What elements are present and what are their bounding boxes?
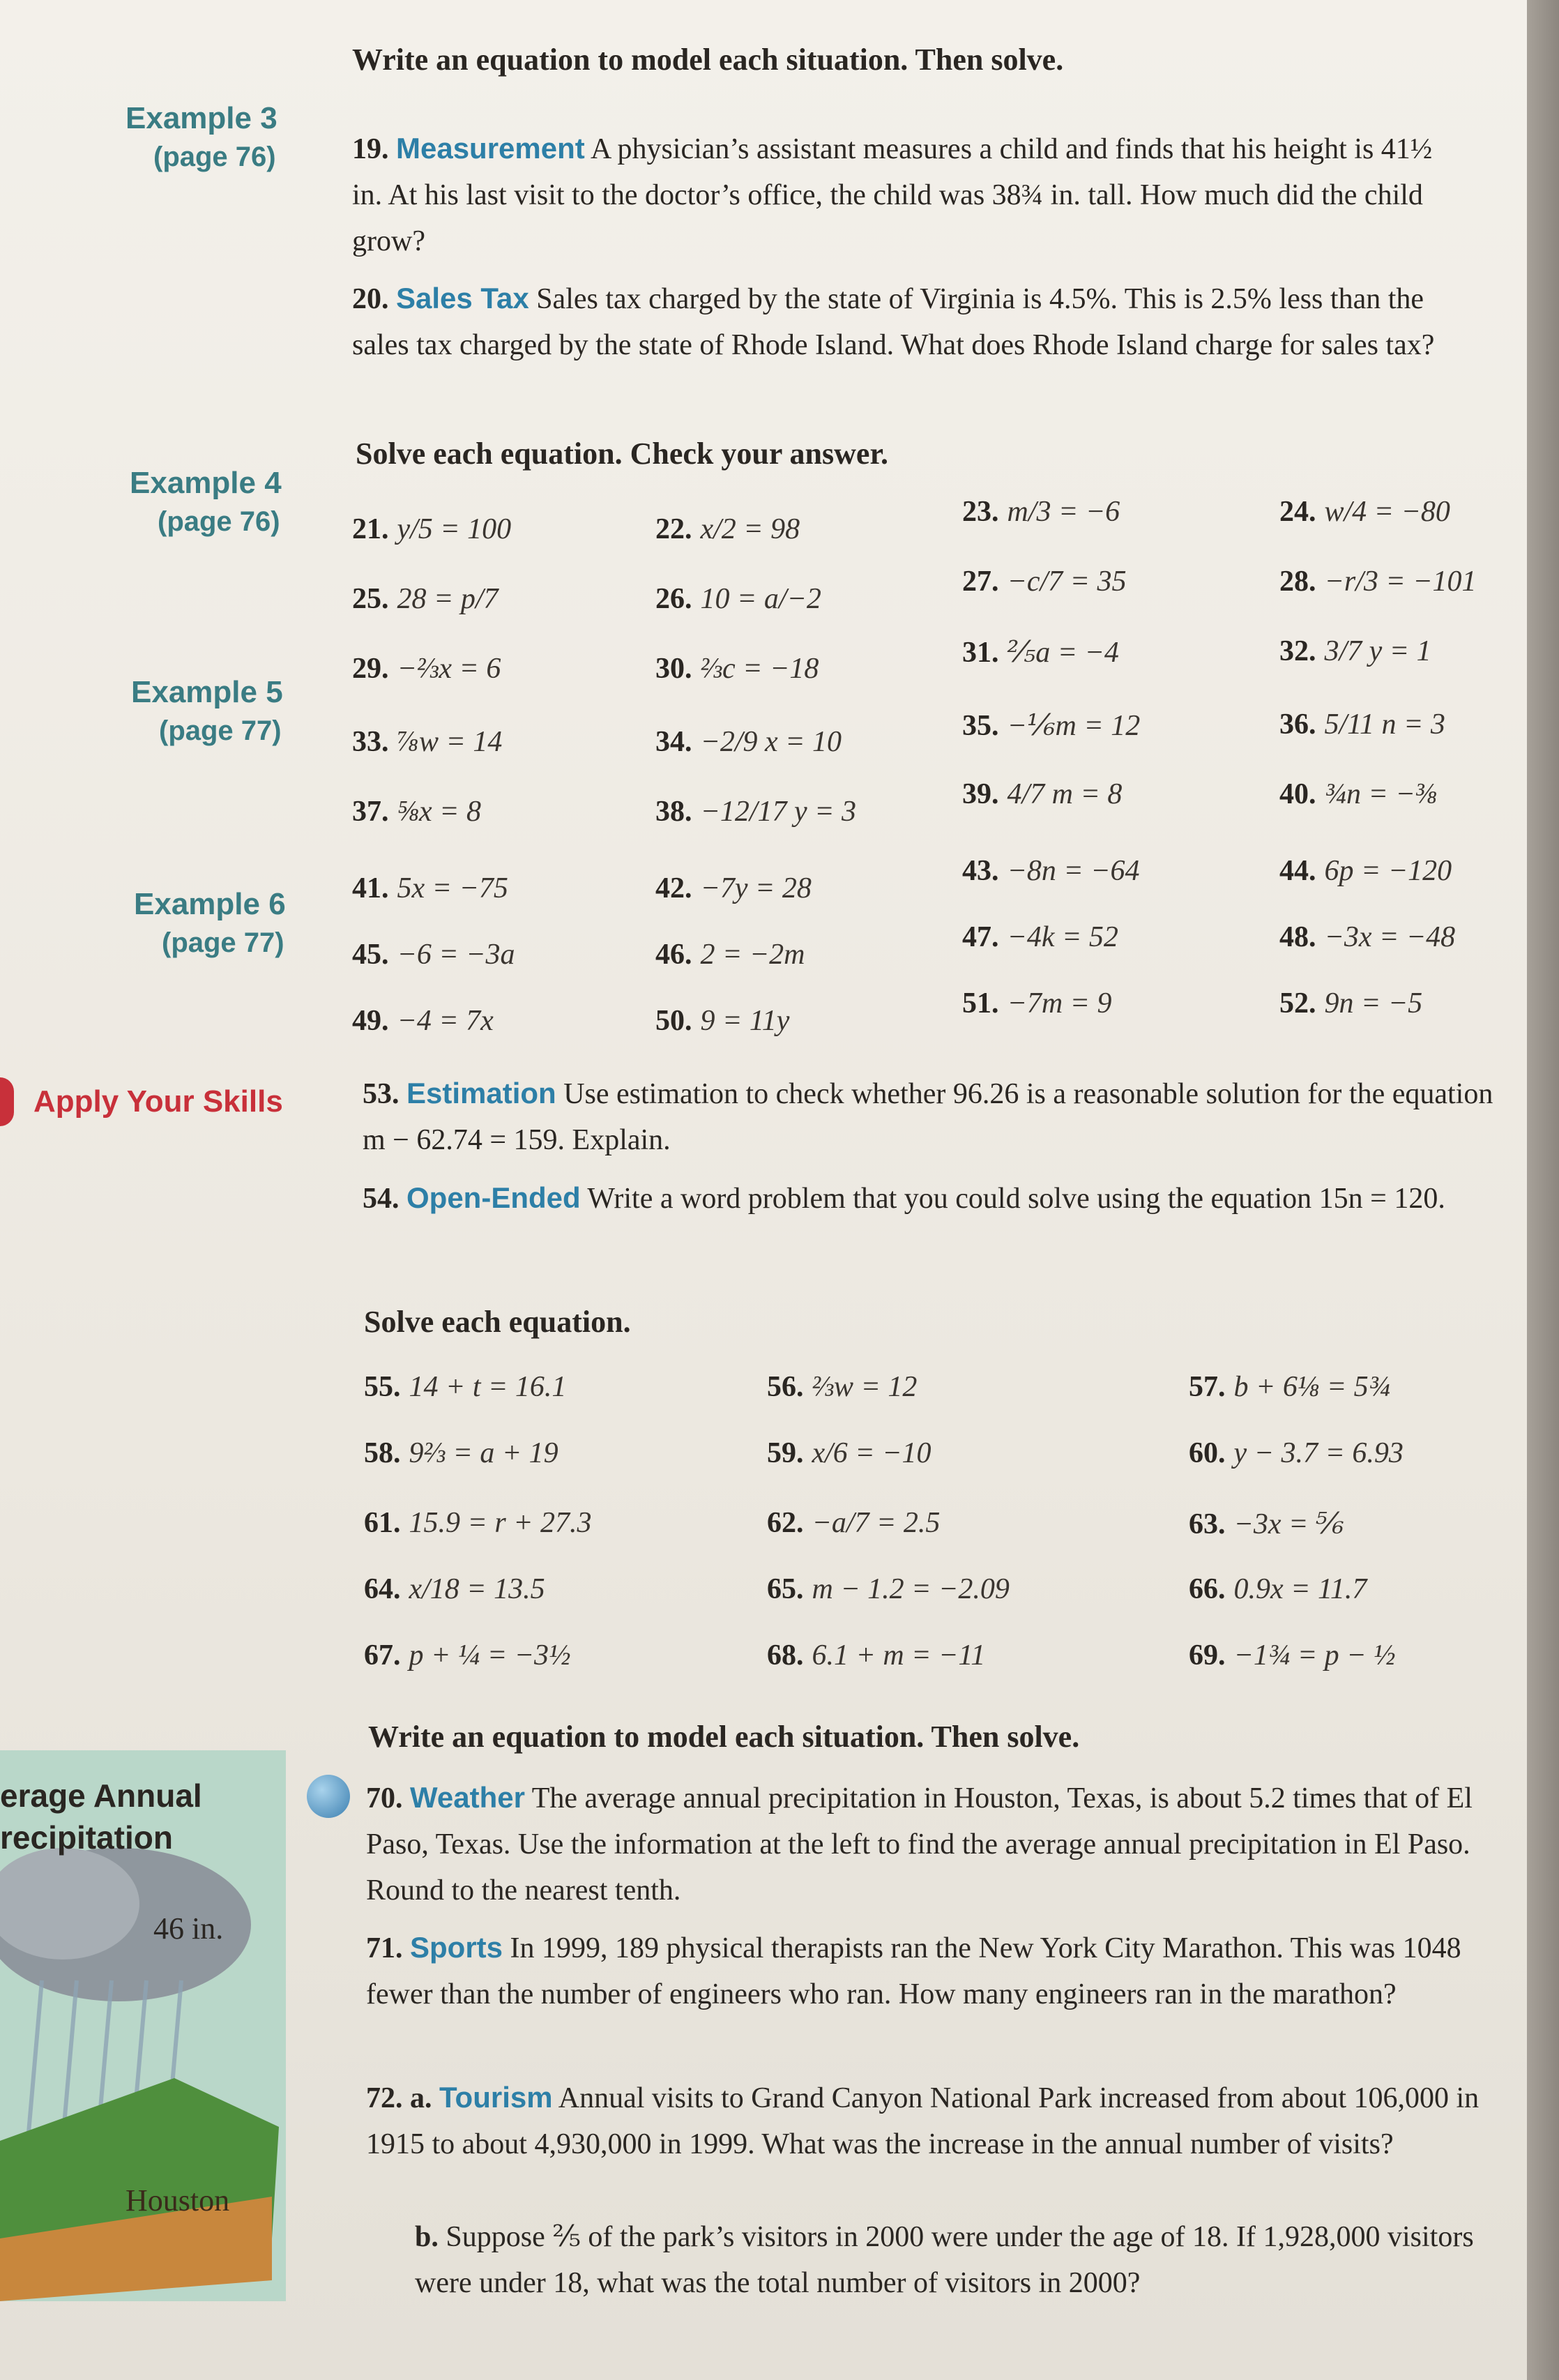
example-3-label: Example 3 (page 76) bbox=[126, 101, 277, 172]
equation-expression: y/5 = 100 bbox=[397, 513, 512, 545]
equation-number: 38. bbox=[655, 796, 692, 828]
equation-number: 35. bbox=[962, 710, 999, 742]
equation-expression: 28 = p/7 bbox=[397, 583, 499, 615]
equation-item bbox=[655, 582, 821, 616]
equation-item bbox=[1279, 987, 1422, 1020]
equation-expression: −⅙m = 12 bbox=[1007, 710, 1141, 742]
example-4-label: Example 4 (page 76) bbox=[130, 466, 282, 537]
equation-expression: −7m = 9 bbox=[1007, 987, 1112, 1020]
equation-number: 40. bbox=[1279, 778, 1316, 810]
equation-number: 22. bbox=[655, 513, 692, 545]
topic-tourism: Tourism bbox=[439, 2081, 553, 2114]
equation-number: 24. bbox=[1279, 496, 1316, 528]
equation-expression: −12/17 y = 3 bbox=[700, 796, 856, 828]
equation-number: 29. bbox=[352, 653, 389, 685]
equation-expression: 4/7 m = 8 bbox=[1007, 778, 1123, 810]
equation-number: 50. bbox=[655, 1005, 692, 1037]
equation-expression: −4k = 52 bbox=[1007, 921, 1118, 953]
equation-item bbox=[962, 635, 1119, 669]
equation-number: 63. bbox=[1189, 1508, 1226, 1540]
section-heading-3: Solve each equation. bbox=[364, 1305, 631, 1339]
equation-number: 33. bbox=[352, 726, 389, 758]
equation-item bbox=[364, 1639, 571, 1672]
equation-expression: −8n = −64 bbox=[1007, 855, 1140, 887]
equation-item bbox=[352, 795, 481, 828]
equation-number: 42. bbox=[655, 872, 692, 904]
equation-item bbox=[962, 495, 1120, 529]
equation-number: 37. bbox=[352, 796, 389, 828]
equation-number: 23. bbox=[962, 496, 999, 528]
equation-expression: x/18 = 13.5 bbox=[409, 1573, 545, 1605]
equation-number: 67. bbox=[364, 1639, 401, 1672]
topic-estimation: Estimation bbox=[406, 1077, 556, 1109]
example-6-label: Example 6 (page 77) bbox=[134, 887, 286, 958]
equation-number: 61. bbox=[364, 1507, 401, 1539]
problem-20: 20. Sales Tax Sales tax charged by the state of Virginia is 4.5%. This is 2.5% less than the sales tax charged by the state of Rhode Island. What does Rhode Island charge for sales tax? bbox=[352, 282, 1435, 361]
equation-expression: −4 = 7x bbox=[397, 1005, 494, 1037]
equation-number: 28. bbox=[1279, 566, 1316, 598]
equation-number: 39. bbox=[962, 778, 999, 810]
equation-expression: ⅝x = 8 bbox=[397, 796, 481, 828]
equation-number: 32. bbox=[1279, 635, 1316, 667]
problem-54: 54. Open-Ended Write a word problem that you could solve using the equation 15n = 120. bbox=[363, 1181, 1445, 1215]
equation-expression: −c/7 = 35 bbox=[1007, 566, 1127, 598]
equation-expression: −r/3 = −101 bbox=[1324, 566, 1477, 598]
equation-item bbox=[352, 513, 511, 546]
section-heading-4: Write an equation to model each situation. Then solve. bbox=[368, 1720, 1080, 1754]
equation-item bbox=[364, 1437, 558, 1470]
equation-item bbox=[767, 1572, 1010, 1606]
equation-expression: ⅞w = 14 bbox=[397, 726, 503, 758]
equation-item bbox=[767, 1639, 985, 1672]
side-panel-title: erage Annual recipitation bbox=[0, 1778, 202, 1856]
equation-expression: x/6 = −10 bbox=[812, 1437, 931, 1469]
precipitation-value: 46 in. bbox=[153, 1911, 224, 1946]
equation-number: 27. bbox=[962, 566, 999, 598]
equation-expression: 14 + t = 16.1 bbox=[409, 1371, 567, 1403]
equation-number: 59. bbox=[767, 1437, 804, 1469]
equation-expression: 9⅔ = a + 19 bbox=[409, 1437, 558, 1469]
equation-number: 52. bbox=[1279, 987, 1316, 1020]
equation-number: 48. bbox=[1279, 921, 1316, 953]
equation-item bbox=[767, 1506, 940, 1540]
globe-icon bbox=[307, 1775, 350, 1818]
problem-71: 71. Sports In 1999, 189 physical therapists ran the New York City Marathon. This was 1048 fewer than the number of engineers who ran. How many engineers ran in the marathon? bbox=[366, 1931, 1461, 2010]
equation-number: 45. bbox=[352, 939, 389, 971]
equation-item bbox=[1279, 495, 1450, 529]
equation-number: 26. bbox=[655, 583, 692, 615]
problem-53: 53. Estimation Use estimation to check whether 96.26 is a reasonable solution for the equation m − 62.74 = 159. Explain. bbox=[363, 1077, 1493, 1156]
equation-item bbox=[1189, 1506, 1344, 1541]
equation-expression: y − 3.7 = 6.93 bbox=[1233, 1437, 1404, 1469]
equation-number: 30. bbox=[655, 653, 692, 685]
equation-item bbox=[1279, 778, 1437, 811]
equation-expression: 2 = −2m bbox=[700, 939, 805, 971]
equation-item bbox=[364, 1370, 566, 1404]
equation-expression: ¾n = −⅜ bbox=[1324, 778, 1438, 810]
equation-item bbox=[962, 708, 1140, 743]
equation-expression: −a/7 = 2.5 bbox=[812, 1507, 941, 1539]
equation-expression: 10 = a/−2 bbox=[700, 583, 821, 615]
equation-item bbox=[767, 1437, 931, 1470]
equation-item bbox=[962, 987, 1112, 1020]
apply-marker bbox=[0, 1077, 14, 1126]
equation-item bbox=[1279, 920, 1455, 954]
equation-number: 60. bbox=[1189, 1437, 1226, 1469]
equation-expression: 9 = 11y bbox=[700, 1005, 790, 1037]
equation-number: 44. bbox=[1279, 855, 1316, 887]
equation-expression: −6 = −3a bbox=[397, 939, 515, 971]
equation-number: 66. bbox=[1189, 1573, 1226, 1605]
equation-number: 57. bbox=[1189, 1371, 1226, 1403]
equation-item bbox=[655, 872, 812, 905]
section-heading-1: Write an equation to model each situation. Then solve. bbox=[352, 43, 1064, 77]
equation-item bbox=[655, 513, 800, 546]
problem-19: 19. Measurement A physician’s assistant measures a child and finds that his height is 41½ in. At his last visit to the doctor’s office, the child was 38¾ in. tall. How much did the child grow? bbox=[352, 132, 1433, 257]
equation-expression: −1¾ = p − ½ bbox=[1233, 1639, 1396, 1672]
equation-item bbox=[352, 582, 499, 616]
equation-number: 64. bbox=[364, 1573, 401, 1605]
equation-number: 31. bbox=[962, 637, 999, 669]
section-heading-2: Solve each equation. Check your answer. bbox=[356, 437, 888, 471]
equation-item bbox=[352, 725, 502, 759]
equation-item bbox=[352, 1004, 494, 1038]
equation-number: 36. bbox=[1279, 708, 1316, 741]
equation-number: 47. bbox=[962, 921, 999, 953]
equation-number: 65. bbox=[767, 1573, 804, 1605]
equation-expression: w/4 = −80 bbox=[1324, 496, 1450, 528]
equation-number: 49. bbox=[352, 1005, 389, 1037]
problem-72a: 72. a. Tourism Annual visits to Grand Canyon National Park increased from about 106,000 in 1915 to about 4,930,000 in 1999. What was the increase in the annual number of visits? bbox=[366, 2081, 1480, 2160]
equation-expression: −7y = 28 bbox=[700, 872, 812, 904]
equation-number: 46. bbox=[655, 939, 692, 971]
equation-number: 68. bbox=[767, 1639, 804, 1672]
equation-item bbox=[655, 652, 819, 685]
equation-item bbox=[364, 1506, 592, 1540]
equation-number: 41. bbox=[352, 872, 389, 904]
equation-expression: x/2 = 98 bbox=[700, 513, 800, 545]
apply-your-skills-label: Apply Your Skills bbox=[33, 1084, 283, 1119]
equation-item bbox=[1279, 854, 1452, 888]
equation-expression: ⅔w = 12 bbox=[812, 1371, 918, 1403]
equation-number: 56. bbox=[767, 1371, 804, 1403]
equation-number: 21. bbox=[352, 513, 389, 545]
topic-sales-tax: Sales Tax bbox=[396, 282, 529, 314]
equation-number: 51. bbox=[962, 987, 999, 1020]
problem-70: 70. Weather The average annual precipitation in Houston, Texas, is about 5.2 times that of El Paso, Texas. Use the information at the left to find the average annual precipitation in El Paso. Round to the nearest tenth. bbox=[366, 1781, 1473, 1907]
equation-item bbox=[962, 854, 1140, 888]
equation-expression: 15.9 = r + 27.3 bbox=[409, 1507, 592, 1539]
equation-expression: −2/9 x = 10 bbox=[700, 726, 842, 758]
problem-72b: b. Suppose ⅖ of the park’s visitors in 2000 were under the age of 18. If 1,928,000 visitors were under 18, what was the total number of visitors in 2000? bbox=[415, 2221, 1474, 2299]
topic-measurement: Measurement bbox=[396, 132, 585, 165]
example-5-label: Example 5 (page 77) bbox=[131, 675, 283, 746]
equation-item bbox=[767, 1370, 917, 1404]
equation-expression: b + 6⅛ = 5¾ bbox=[1233, 1371, 1391, 1403]
equation-number: 34. bbox=[655, 726, 692, 758]
equation-item bbox=[1279, 635, 1431, 668]
equation-expression: ⅖a = −4 bbox=[1007, 637, 1119, 669]
equation-item bbox=[1189, 1639, 1396, 1672]
equation-item bbox=[655, 938, 805, 971]
equation-item bbox=[1279, 565, 1477, 598]
equation-item bbox=[962, 778, 1122, 811]
equation-expression: p + ¼ = −3½ bbox=[409, 1639, 571, 1672]
equation-number: 58. bbox=[364, 1437, 401, 1469]
equation-expression: 3/7 y = 1 bbox=[1324, 635, 1431, 667]
equation-item bbox=[1189, 1437, 1404, 1470]
equation-item bbox=[655, 795, 856, 828]
equation-expression: m − 1.2 = −2.09 bbox=[812, 1573, 1010, 1605]
equation-item bbox=[1189, 1572, 1367, 1606]
topic-open-ended: Open-Ended bbox=[406, 1181, 581, 1214]
equation-item bbox=[655, 725, 842, 759]
equation-item bbox=[962, 920, 1118, 954]
equation-expression: 5x = −75 bbox=[397, 872, 508, 904]
equation-number: 69. bbox=[1189, 1639, 1226, 1672]
equation-item bbox=[1189, 1370, 1390, 1404]
equation-expression: m/3 = −6 bbox=[1007, 496, 1120, 528]
equation-item bbox=[655, 1004, 789, 1038]
equation-number: 62. bbox=[767, 1507, 804, 1539]
topic-weather: Weather bbox=[410, 1781, 525, 1814]
equation-item bbox=[1279, 708, 1445, 741]
equation-expression: 0.9x = 11.7 bbox=[1233, 1573, 1367, 1605]
equation-expression: −3x = ⅚ bbox=[1233, 1508, 1344, 1540]
topic-sports: Sports bbox=[410, 1931, 503, 1964]
equation-expression: 6p = −120 bbox=[1324, 855, 1452, 887]
equation-number: 55. bbox=[364, 1371, 401, 1403]
equation-number: 43. bbox=[962, 855, 999, 887]
city-label: Houston bbox=[126, 2183, 230, 2218]
equation-item bbox=[352, 872, 508, 905]
equation-expression: 6.1 + m = −11 bbox=[812, 1639, 986, 1672]
equation-expression: 5/11 n = 3 bbox=[1324, 708, 1445, 741]
equation-item bbox=[962, 565, 1127, 598]
equation-item bbox=[352, 652, 501, 685]
equation-item bbox=[364, 1572, 545, 1606]
equation-expression: −⅔x = 6 bbox=[397, 653, 501, 685]
page-edge bbox=[1527, 0, 1559, 2380]
equation-expression: 9n = −5 bbox=[1324, 987, 1423, 1020]
equation-number: 25. bbox=[352, 583, 389, 615]
equation-item bbox=[352, 938, 515, 971]
equation-expression: ⅔c = −18 bbox=[700, 653, 819, 685]
equation-expression: −3x = −48 bbox=[1324, 921, 1456, 953]
